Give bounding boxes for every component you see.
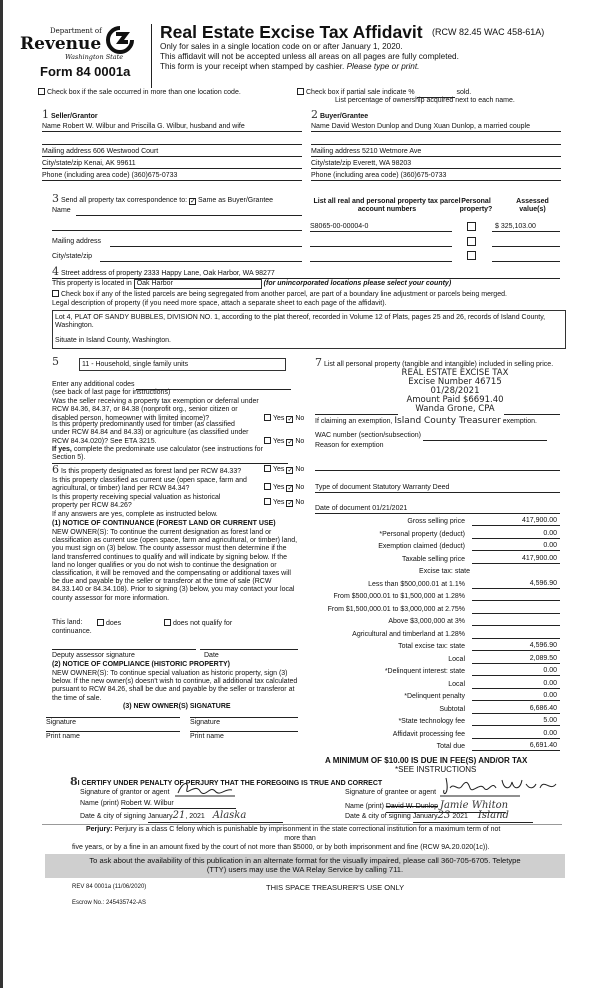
personal-property-col-header: Personal property? <box>459 198 493 214</box>
assessed-value-field[interactable] <box>492 238 560 247</box>
personal-property-list-label: List all personal property (tangible and intangible) included in selling price. <box>323 361 554 368</box>
tax-row-value: 0.00 <box>543 679 557 687</box>
tax-row-value-field[interactable] <box>472 667 560 676</box>
date-label: Date <box>204 652 219 659</box>
q2-yes-checkbox[interactable] <box>264 437 271 444</box>
tax-row-label: Above $3,000,000 at 3% <box>388 618 465 625</box>
no-label: No <box>295 415 305 422</box>
exemption-label: If claiming an exemption, <box>315 418 393 425</box>
notice-continuance-heading: (1) NOTICE OF CONTINUANCE (FOREST LAND OR CURRENT USE) <box>52 520 276 527</box>
exemption-label-end: exemption. <box>502 418 538 425</box>
seller-phone-field[interactable]: (360)675-0733 <box>131 172 178 179</box>
grantee-city-handwritten[interactable]: Island <box>477 810 509 821</box>
label: Name (print) <box>345 803 384 810</box>
form-number: Form 84 0001a <box>40 64 131 79</box>
tax-row-value-field[interactable] <box>472 655 560 664</box>
label: City/state/zip <box>42 160 83 167</box>
reason-field[interactable] <box>315 462 560 471</box>
document-type-field[interactable]: Statutory Warranty Deed <box>372 484 450 491</box>
forest-no-checkbox[interactable]: ✓ <box>287 467 294 474</box>
section-number: 5 <box>52 355 59 368</box>
q1-no-checkbox[interactable]: ✓ <box>287 416 294 423</box>
section-number: 2 <box>311 108 318 121</box>
tax-row-value: 0.00 <box>543 666 557 674</box>
deputy-label: Deputy assessor signature <box>52 652 135 659</box>
tax-row-label: *Delinquent interest: state <box>384 668 465 675</box>
label: City/state/zip <box>311 160 352 167</box>
legal-line2: Situate in Island County, Washington. <box>55 336 171 344</box>
buyer-name-line2[interactable] <box>311 136 561 145</box>
section-number: 4 <box>52 265 59 278</box>
tax-row-value-field[interactable] <box>472 592 560 601</box>
revision-label: REV 84 0001a (11/06/2020) <box>72 884 147 890</box>
perjury-text: Perjury is a class C felony which is punishable by imprisonment in the state correctional institution for a maximum term of not <box>114 826 501 833</box>
does-label: does <box>106 620 122 627</box>
tax-row-value-field[interactable] <box>472 680 560 689</box>
tax-row-label: *Delinquent penalty <box>404 693 465 700</box>
banner-line2: (TTY) users may use the WA Relay Service by calling 711. <box>206 865 404 875</box>
tax-row-value-field[interactable] <box>472 730 560 739</box>
tax-row-label: Taxable selling price <box>401 556 465 563</box>
buyer-city-field[interactable]: Everett, WA 98203 <box>353 160 412 167</box>
continuance-label: continuance. <box>52 628 92 635</box>
tax-row-value-field[interactable] <box>472 630 560 639</box>
tax-row-value: 6,691.40 <box>529 741 557 749</box>
stamp-date: 01/28/2021 <box>430 385 480 396</box>
treasurer-use-label: THIS SPACE TREASURER'S USE ONLY <box>266 883 405 892</box>
stamp-excise-number: Excise Number 46715 <box>408 376 502 387</box>
forest-question: Is this property designated as forest land per RCW 84.33? <box>60 468 242 475</box>
label: Signature of grantee or agent <box>345 789 437 796</box>
label: Mailing address <box>42 148 92 155</box>
tax-row-value: 4,596.90 <box>529 641 557 649</box>
section-number: 1 <box>42 108 49 121</box>
tax-row-value-field[interactable] <box>472 605 560 614</box>
tax-row-value-field[interactable] <box>472 705 560 714</box>
exemption-question: Was the seller receiving a property tax exemption or deferral under RCW 84.36, 84.37, or 84.38 (nonprofit org., senior citizen or disabled person, homeowner with limited income)? <box>52 398 259 422</box>
tax-row-label: From $1,500,000.01 to $3,000,000 at 2.75% <box>327 606 465 613</box>
grantor-signature[interactable] <box>175 779 235 797</box>
multi-location-checkbox[interactable] <box>38 88 45 95</box>
banner-line1: To ask about the availability of this publication in an alternate format for the visually impaired, please call 360-705-6705. Teletype <box>89 856 521 865</box>
tax-row-value: 5.00 <box>543 716 557 724</box>
grantor-month[interactable]: January <box>147 813 173 820</box>
tax-row-value-field[interactable] <box>472 580 560 589</box>
location-select[interactable]: Oak Harbor <box>134 279 262 289</box>
does-not-qualify-checkbox[interactable] <box>164 619 171 626</box>
tax-row-value: 0.00 <box>543 691 557 699</box>
tax-row-value-field[interactable] <box>472 642 560 651</box>
yes-label: Yes <box>273 484 285 491</box>
if-yes-bold: If yes, <box>52 446 72 453</box>
tax-row-value-field[interactable] <box>472 617 560 626</box>
tax-row-label: Affidavit processing fee <box>392 731 465 738</box>
grantor-name-field[interactable]: Robert W. Wilbur <box>121 800 236 809</box>
perjury-bold: Perjury: <box>86 826 113 833</box>
same-as-buyer-label: Same as Buyer/Grantee <box>197 197 274 204</box>
owner-print-name-field[interactable]: Print name <box>190 731 298 741</box>
label: This property is located in <box>52 280 132 287</box>
tax-row-label: Local <box>448 681 465 688</box>
tax-row-value: 417,900.00 <box>521 554 557 562</box>
forest-yes-checkbox[interactable] <box>264 465 271 472</box>
no-label: No <box>295 499 305 506</box>
grantor-day-handwritten[interactable]: 21 <box>172 810 186 821</box>
tax-row-value-field[interactable] <box>472 742 560 751</box>
tax-row-value-field[interactable] <box>472 692 560 701</box>
if-yes-text: complete the predominate use calculator (see instructions for Section 5). <box>52 446 263 462</box>
tax-row-label: Total excise tax: state <box>398 643 465 650</box>
legal-label: Legal description of property (if you need more space, attach a separate sheet to each page of the affidavit). <box>52 300 387 307</box>
buyer-phone-field[interactable]: (360)675-0733 <box>400 172 447 179</box>
tax-row-value: 417,900.00 <box>521 516 557 524</box>
partial-sale-label: Check box if partial sale indicate % <box>306 89 415 96</box>
tax-row-label: *State technology fee <box>398 718 465 725</box>
label: Mailing address <box>52 238 102 245</box>
sec3-name-field[interactable] <box>76 207 302 216</box>
label: WAC number (section/subsection) <box>315 432 421 439</box>
same-as-buyer-checkbox[interactable]: ✓ <box>189 198 196 205</box>
notice-compliance-body: NEW OWNER(S): To continue special valuation as historic property, sign (3) below. If the new owner(s) doesn't wish to continue, all additional tax calculated pursuant to RCW 84.26, shall be due and payable by the seller or transferor at the time of sale. <box>52 670 298 702</box>
header-line1: Only for sales in a single location code on or after January 1, 2020. <box>160 42 403 51</box>
tax-row-value: 0.00 <box>543 529 557 537</box>
document-date-field[interactable]: 01/21/2021 <box>372 505 408 512</box>
yes-label: Yes <box>273 466 285 473</box>
header-divider <box>151 24 152 88</box>
no-label: No <box>295 438 305 445</box>
q1-yes-checkbox[interactable] <box>264 414 271 421</box>
minimum-due-notice: A MINIMUM OF $10.00 IS DUE IN FEE(S) AND/OR TAX <box>325 756 528 765</box>
sec3-name-line2[interactable] <box>52 222 302 231</box>
seller-name-line2[interactable] <box>42 136 302 145</box>
perjury-text3: five years, or by a fine in an amount fixed by the court of not more than $5000, or by both imprisonment and fine (RCW 9A.20.020(1c)). <box>72 844 490 851</box>
grantee-name-handwritten[interactable]: Jamie Whiton <box>439 800 509 811</box>
does-qualify-checkbox[interactable] <box>97 619 104 626</box>
no-label: No <box>295 466 305 473</box>
sec3-city-field[interactable] <box>100 253 302 262</box>
parcel-col-header: List all real and personal property tax parcel account numbers <box>313 198 461 214</box>
tax-row-value: 2,089.50 <box>529 654 557 662</box>
tax-row-label: Total due <box>436 743 465 750</box>
tax-row-value: 0.00 <box>543 729 557 737</box>
buyer-mail-field[interactable]: 5210 Wetmore Ave <box>361 148 422 155</box>
divider <box>42 824 562 825</box>
form-title: Real Estate Excise Tax Affidavit <box>160 22 423 42</box>
stamp-treasurer-name: Wanda Grone, CPA <box>415 403 495 414</box>
grantee-signature[interactable] <box>440 774 565 798</box>
label: Phone (including area code) <box>311 172 399 179</box>
section-number: 8 <box>70 775 78 788</box>
tax-row-label: Exemption claimed (deduct) <box>378 543 465 550</box>
personal-property-checkbox[interactable] <box>467 222 476 231</box>
label: Name <box>52 207 71 214</box>
assessed-value-field[interactable] <box>492 253 560 262</box>
ownership-note: List percentage of ownership acquired next to each name. <box>335 97 515 104</box>
label: Name <box>311 123 330 130</box>
no-label: No <box>295 484 305 491</box>
seller-name-field[interactable]: Robert W. Wilbur and Priscilla G. Wilbur, husband and wife <box>62 123 245 130</box>
personal-property-line[interactable] <box>504 407 560 415</box>
label: Type of document <box>315 484 371 491</box>
current-use-no-checkbox[interactable]: ✓ <box>287 485 294 492</box>
if-any-yes: If any answers are yes, complete as instructed below. <box>52 511 218 518</box>
label: Name <box>42 123 61 130</box>
tax-row-value-field[interactable] <box>472 517 560 526</box>
parcel-account-field[interactable] <box>310 253 452 262</box>
additional-note: (see back of last page for instructions) <box>52 389 171 396</box>
owner-print-name-field[interactable]: Print name <box>46 731 180 741</box>
label: Date & city of signing <box>345 813 411 820</box>
certify-heading: I CERTIFY UNDER PENALTY OF PERJURY THAT THE FOREGOING IS TRUE AND CORRECT <box>77 780 383 787</box>
assessed-value-col-header: Assessed value(s) <box>516 198 549 214</box>
grantor-city-handwritten[interactable]: Alaska <box>212 810 247 821</box>
legal-description-field[interactable] <box>52 310 566 349</box>
current-use-yes-checkbox[interactable] <box>264 483 271 490</box>
header-line3: This form is your receipt when stamped by cashier. <box>160 62 345 71</box>
tax-row-label: Excise tax: state <box>419 568 470 575</box>
tax-row-label: *Personal property (deduct) <box>379 531 465 538</box>
tax-row-label: Local <box>448 656 465 663</box>
unincorporated-note: (for unincorporated locations please select your county) <box>263 280 452 287</box>
yes-label: Yes <box>273 415 285 422</box>
label: Street address of property <box>60 270 142 277</box>
historic-yes-checkbox[interactable] <box>264 498 271 505</box>
tax-row-value-field[interactable] <box>472 717 560 726</box>
deputy-signature-field[interactable] <box>52 640 196 650</box>
grantee-day-handwritten[interactable]: 23 <box>437 810 451 821</box>
legal-line1: Lot 4, PLAT OF SANDY BUBBLES, DIVISION NO. 1, according to the plat thereof, recorded in Volume 12 of Plats, pages 25 and 26, records of Island County, Washington. <box>55 314 546 330</box>
tax-row-value: 0.00 <box>543 541 557 549</box>
yes-label: Yes <box>273 438 285 445</box>
stamp-line: REAL ESTATE EXCISE TAX <box>401 368 509 378</box>
revenue-logo-text: Revenue <box>20 34 102 54</box>
reason-label: Reason for exemption <box>315 442 384 449</box>
buyer-heading: Buyer/Grantee <box>319 113 369 120</box>
this-land-label: This land: <box>52 619 83 626</box>
historic-no-checkbox[interactable]: ✓ <box>287 500 294 507</box>
personal-property-checkbox[interactable] <box>467 251 476 260</box>
tax-row-label: Agricultural and timberland at 1.28% <box>352 631 465 638</box>
label: Signature of grantor or agent <box>80 789 170 796</box>
tax-row-value-field[interactable] <box>472 542 560 551</box>
stamp-county-treasurer: Island County Treasurer <box>394 416 501 426</box>
label: Mailing address <box>311 148 361 155</box>
multi-location-label: Check box if the sale occurred in more than one location code. <box>47 89 241 96</box>
historic-question: Is this property receiving special valuation as historical property per RCW 84.26? <box>52 494 221 510</box>
section-number: 7 <box>315 356 322 369</box>
tax-row-label: From $500,000.01 to $1,500,000 at 1.28% <box>333 593 465 600</box>
dept-of: Department of <box>50 27 102 35</box>
tax-row-label: Less than $500,000.01 at 1.1% <box>368 581 465 588</box>
land-use-code-select[interactable]: 11 - Household, single family units <box>79 358 286 371</box>
q2-no-checkbox[interactable]: ✓ <box>287 439 294 446</box>
sec3-label: Send all property tax correspondence to: <box>60 197 188 204</box>
grantor-year: , 2021 <box>185 813 205 820</box>
grantee-name-struck: David W. Dunlop <box>385 803 438 810</box>
label: City/state/zip <box>52 253 93 260</box>
section-number: 3 <box>52 192 59 205</box>
parcel-account-field[interactable] <box>310 238 452 247</box>
header-line3-italic: Please type or print. <box>346 62 420 71</box>
see-instructions: *SEE INSTRUCTIONS <box>395 765 477 774</box>
new-owner-signature-heading: (3) NEW OWNER(S) SIGNATURE <box>123 703 231 710</box>
dor-logo-icon <box>106 26 134 54</box>
stamp-amount-paid: Amount Paid $6691.40 <box>406 394 504 405</box>
current-use-question: Is this property classified as current use (open space, farm and agricultural, or timber) land per RCW 84.34? <box>52 477 247 493</box>
segregated-checkbox[interactable] <box>52 290 59 297</box>
grantee-year: 2021 <box>452 813 468 820</box>
label: Enter any additional codes <box>52 381 135 388</box>
owner-signature-field[interactable]: Signature <box>46 717 180 727</box>
does-not-label: does not qualify for <box>173 620 233 627</box>
notice-compliance-heading: (2) NOTICE OF COMPLIANCE (HISTORIC PROPERTY) <box>52 661 230 668</box>
seller-heading: Seller/Grantor <box>50 113 98 120</box>
wac-number-field[interactable] <box>423 432 547 441</box>
label: Name (print) <box>80 800 119 807</box>
seller-mail-field[interactable]: 606 Westwood Court <box>92 148 159 155</box>
tax-row-label: Gross selling price <box>407 518 465 525</box>
buyer-name-field[interactable]: David Weston Dunlop and Dung Xuan Dunlop, a married couple <box>331 123 530 130</box>
header-line2: This affidavit will not be accepted unless all areas on all pages are fully completed. <box>160 52 459 61</box>
tax-row-value: 4,596.90 <box>529 579 557 587</box>
accessibility-banner <box>45 854 565 878</box>
sold-label: sold. <box>456 89 472 96</box>
street-address-field[interactable]: 2333 Happy Lane, Oak Harbor, WA 98277 <box>143 270 275 277</box>
form-statute: (RCW 82.45 WAC 458-61A) <box>432 27 545 37</box>
escrow-number: Escrow No.: 245435742-AS <box>72 900 147 906</box>
partial-sale-checkbox[interactable] <box>297 88 304 95</box>
label: Phone (including area code) <box>42 172 130 179</box>
label: Date of document <box>315 505 371 512</box>
grantee-month[interactable]: January <box>412 813 438 820</box>
tax-row-value-field[interactable] <box>472 530 560 539</box>
label: Date & city of signing <box>80 813 146 820</box>
owner-signature-field[interactable]: Signature <box>190 717 298 727</box>
seller-city-field[interactable]: Kenai, AK 99611 <box>84 160 136 167</box>
personal-property-checkbox[interactable] <box>467 237 476 246</box>
timber-question: Is this property predominantly used for timber (as classified under RCW 84.84 and 84.33) or agriculture (as classified under RCW 84.34.020)? See ETA 3215. <box>52 421 249 445</box>
washington-state: Washington State <box>65 53 124 61</box>
assessed-value-field[interactable]: $ 325,103.00 <box>492 223 560 232</box>
tax-row-value: 6,686.40 <box>529 704 557 712</box>
sec3-mail-field[interactable] <box>110 238 302 247</box>
perjury-text2: more than <box>284 835 316 842</box>
notice-continuance-body: NEW OWNER(S): To continue the current designation as forest land or classification as current use (open space, farm and agricultural, or timber) land, you must sign on (3) below. The county assessor must then determine if the land transferred continues to qualify and will indicate by signing below. If the land no longer qualifies or you do not wish to continue the designation or classification, it will be removed and the compensating or additional taxes will be due and payable by the seller or transferor at the time of sale (RCW 84.33.140 or 84.34.108). Prior to signing (3) below, you may contact your local county assessor for more information. <box>52 529 298 602</box>
parcel-account-field[interactable]: S8065-00-00004-0 <box>310 223 452 232</box>
yes-label: Yes <box>273 499 285 506</box>
section-number: 6 <box>52 463 59 476</box>
segregated-label: Check box if any of the listed parcels are being segregated from another parcel, are part of a boundary line adjustment or parcels being merged. <box>61 291 507 298</box>
tax-row-value-field[interactable] <box>472 555 560 564</box>
tax-row-label: Subtotal <box>439 706 465 713</box>
personal-property-line[interactable] <box>315 407 398 415</box>
